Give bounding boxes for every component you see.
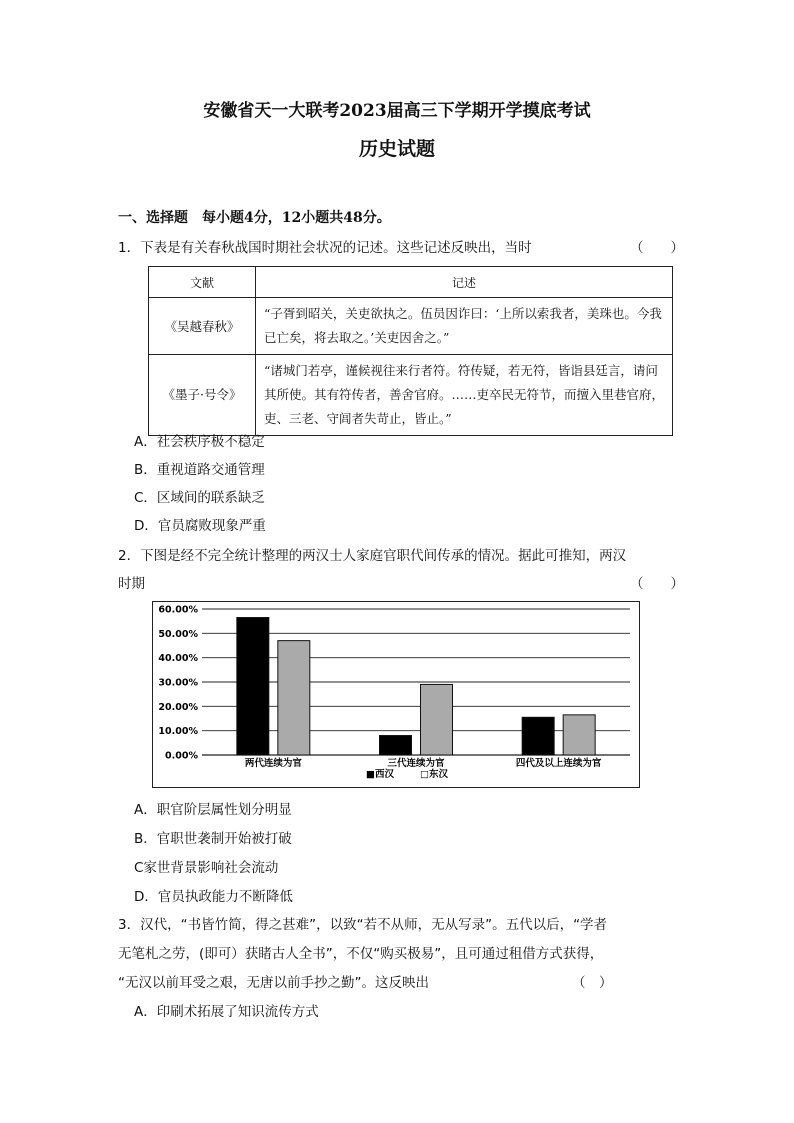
q1-option-c: C．区域间的联系缺乏 — [134, 490, 265, 506]
q2-option-a: A．职官阶层属性划分明显 — [134, 802, 292, 818]
chart-bar-donghan-3 — [563, 715, 595, 755]
q3-line2: 无笔札之劳，(即可）获睹古人全书”，不仅“购买极易”，且可通过租借方式获得， — [118, 946, 604, 962]
chart-bar-xihan-3 — [522, 717, 554, 755]
chart-xtick-label: 三代连续为官 — [387, 758, 445, 769]
q1-col-record: 记述 — [256, 267, 673, 298]
q1-row1-source: 《吴越春秋》 — [149, 298, 256, 355]
q1-col-source: 文献 — [149, 267, 256, 298]
chart-ytick-label: 60.00% — [158, 604, 198, 616]
section-heading: 一、选择题 每小题4分，12小题共48分。 — [118, 210, 391, 226]
chart-bar-donghan-2 — [421, 684, 453, 755]
q3-answer-paren: （ ） — [572, 975, 613, 991]
chart-bar-donghan-1 — [278, 641, 310, 755]
q1-row1-record: “子胥到昭关，关吏欲执之。伍员因诈曰：‘上所以索我者，美珠也。今我已亡矣，将去取之。’关吏因舍之。” — [256, 298, 673, 355]
q1-row2-record: “诸城门若亭，谨候视往来行者符。符传疑，若无符，皆诣县廷言，请问其所使。其有符传者，善舍官府。……吏卒民无符节，而擅入里巷官府，吏、三老、守闾者失苛止，皆止。” — [256, 355, 673, 436]
chart-legend-xihan: ■西汉 — [366, 769, 394, 780]
q1-answer-paren: （ ） — [630, 240, 684, 256]
chart-ytick-label: 40.00% — [158, 653, 198, 665]
q2-option-b: B．官职世袭制开始被打破 — [134, 831, 292, 847]
chart-bar-xihan-2 — [380, 736, 412, 755]
chart-ytick-label: 20.00% — [158, 701, 198, 713]
q1-row2-source: 《墨子·号令》 — [149, 355, 256, 436]
q2-option-d: D．官员执政能力不断降低 — [134, 889, 293, 905]
q3-option-a: A．印刷术拓展了知识流传方式 — [134, 1004, 319, 1020]
q2-bar-chart — [152, 601, 640, 788]
chart-legend-donghan: □东汉 — [420, 769, 448, 780]
chart-ytick-label: 30.00% — [158, 677, 198, 689]
q1-table — [148, 266, 673, 436]
q3-line3: “无汉以前耳受之艰，无唐以前手抄之勤”。这反映出 — [118, 975, 429, 991]
q1-option-b: B．重视道路交通管理 — [134, 462, 265, 478]
q1-stem: 1．下表是有关春秋战国时期社会状况的记述。这些记述反映出，当时 — [118, 240, 532, 256]
exam-title: 安徽省天一大联考2023届高三下学期开学摸底考试 — [203, 101, 591, 121]
q2-option-c: C家世背景影响社会流动 — [134, 860, 279, 876]
chart-ytick-label: 0.00% — [165, 750, 198, 762]
q2-stem-line1: 2．下图是经不完全统计整理的两汉士人家庭官职代间传承的情况。据此可推知，两汉 — [118, 548, 627, 564]
q1-option-d: D．官员腐败现象严重 — [134, 518, 266, 534]
q2-answer-paren: （ ） — [630, 576, 684, 592]
chart-xtick-label: 四代及以上连续为官 — [515, 758, 602, 769]
q2-stem-line2: 时期 — [118, 576, 145, 592]
chart-ytick-label: 10.00% — [158, 726, 198, 738]
chart-ytick-label: 50.00% — [158, 628, 198, 640]
table-row — [149, 298, 673, 355]
q3-line1: 3．汉代，“书皆竹简，得之甚难”，以致“若不从师，无从写录”。五代以后，“学者 — [118, 917, 608, 933]
chart-xtick-label: 两代连续为官 — [244, 758, 302, 769]
q1-table-header — [149, 267, 673, 298]
exam-subject: 历史试题 — [358, 138, 435, 160]
q1-option-a: A．社会秩序极不稳定 — [134, 434, 265, 450]
chart-bar-xihan-1 — [237, 618, 269, 755]
table-row — [149, 355, 673, 436]
